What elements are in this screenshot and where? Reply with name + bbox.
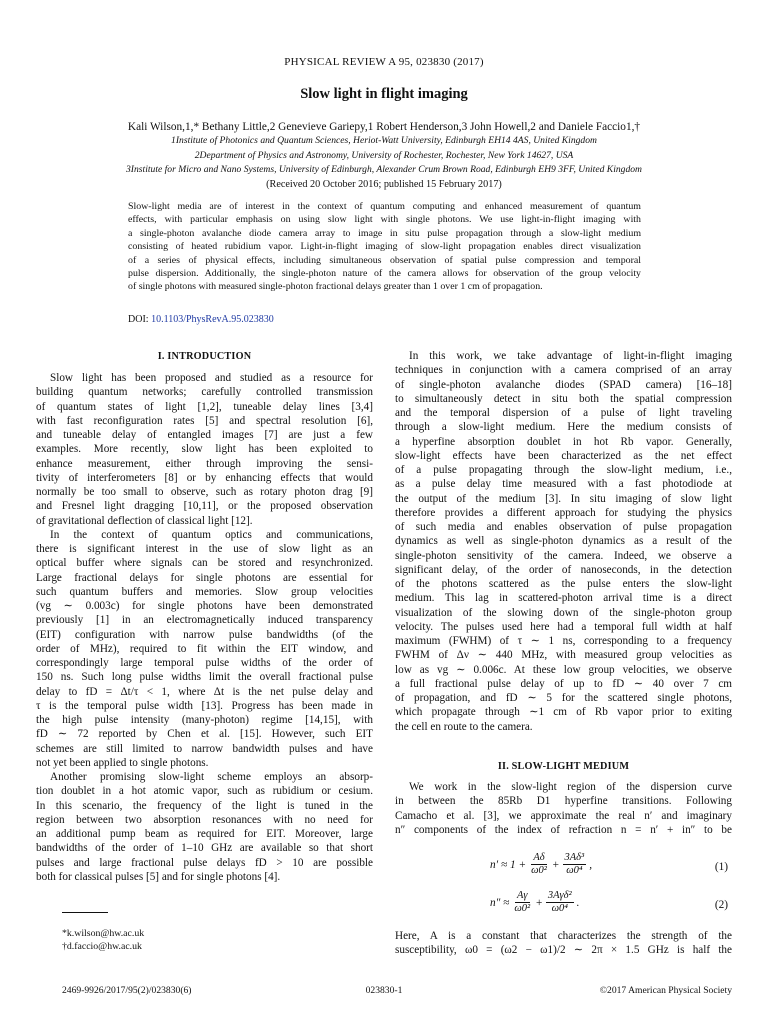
- text-line: and tuneable delay of entangled images [7] are just a few: [36, 429, 373, 441]
- text-line: susceptibility, ω0 = (ω2 − ω1)/2 ∼ 2π × 1.5 GHz is half the: [395, 944, 732, 957]
- text-line: Slow light has been proposed and studied as a resource for: [50, 372, 373, 384]
- text-line: tion doublet in a hot atomic vapor, such as rubidium or cesium.: [36, 785, 373, 798]
- section2-text: [395, 780, 732, 837]
- journal-header: PHYSICAL REVIEW A 95, 023830 (2017): [284, 56, 484, 68]
- text-line: region between two absorption resonances with no need for: [36, 813, 373, 826]
- equation-number: (2): [714, 899, 728, 911]
- text-line: optical buffer where signals can be stored and resynchronized.: [36, 557, 373, 570]
- text-line: slow-light effects have been characterized as the net effect: [395, 449, 732, 462]
- text-line: of propagation, and fD ∼ 5 for the scattered single photons,: [395, 692, 732, 704]
- text-line: pulses and large fractional pulse delays fD > 10 are possible: [36, 856, 373, 869]
- equation-lhs: n″ ≈: [490, 896, 510, 909]
- equation-number: (1): [714, 861, 728, 873]
- equation-operator: +: [551, 858, 560, 871]
- fraction: [546, 890, 574, 915]
- abstract-line: Slow-light media are of interest in the context of quantum computing and enhanced measurement of quantum: [128, 201, 641, 212]
- text-line: normally be too small to observe, such as rotary photon drag [9]: [36, 486, 373, 498]
- section-heading-introduction: I. INTRODUCTION: [157, 351, 252, 362]
- fraction-denominator: ω0²: [514, 903, 531, 914]
- text-line: In this scenario, the frequency of the light is tuned in the: [36, 799, 373, 812]
- text-line: such quantum buffers and memories. Slow group velocities: [36, 585, 373, 598]
- fraction-numerator: 3Aγδ²: [547, 890, 572, 901]
- equation-2: [395, 890, 732, 922]
- fraction-numerator: Aγ: [517, 890, 528, 901]
- text-line: and the temporal dispersion of a pulse of light traveling: [395, 407, 732, 419]
- text-line: FWHM of Δν ∼ 440 MHz, with measured group velocities as: [395, 649, 732, 662]
- text-line: Camacho et al. [3], we approximate the real n′ and imaginary: [395, 809, 732, 822]
- text-line: of single-photon avalanche diodes (SPAD camera) [16–18]: [395, 378, 732, 391]
- text-line: of such media and enables observation of pulse propagation: [395, 521, 732, 533]
- text-line: τ is the temporal pulse width [13]. Progress has been made in: [36, 699, 373, 712]
- text-line: previously [1] in an electromagnetically induced transparency: [36, 614, 373, 627]
- text-line: of the photons scattered as the pulse enters the slow-light: [395, 578, 732, 590]
- text-line: both for classical pulses [5] and for single photons [4].: [36, 870, 281, 883]
- text-line: an additional pump beam as required for EIT. Moreover, large: [36, 828, 373, 840]
- text-line: a full fractional pulse delay of up to fD ∼ 40 over 7 cm: [395, 677, 732, 690]
- text-line: n″ components of the index of refraction n = n′ + in″ to be: [395, 823, 732, 836]
- text-line: fD ∼ 72 reported by Chen et al. [15]. However, such EIT: [36, 728, 373, 741]
- affiliation: 1Institute of Photonics and Quantum Sciences, Heriot-Watt University, Edinburgh EH14 4AS, United Kingdom: [171, 135, 597, 146]
- text-line: not yet been applied to single photons.: [36, 756, 209, 769]
- text-line: examples. More recently, slow light has been exploited to: [36, 443, 373, 456]
- fraction: [512, 890, 532, 915]
- abstract-line: of single photons with measured single-photon fractional delays greater than 1 over 1 cm of propagation.: [128, 281, 543, 293]
- abstract-line: of a series of physical effects, including simultaneous observation of spatial pulse compression and temporal: [128, 254, 641, 266]
- fraction-denominator: ω0⁴: [551, 903, 568, 914]
- text-line: Here, A is a constant that characterizes the strength of the: [395, 930, 732, 942]
- text-line: (vg ∼ 0.003c) for single photons have been demonstrated: [36, 600, 373, 612]
- left-column: [36, 371, 373, 884]
- abstract-line: effects, with particular emphasis on using slow light with single photons. We use light-in-flight imaging with: [128, 214, 641, 226]
- equation-operator: +: [535, 896, 543, 909]
- footnote-2: †d.faccio@hw.ac.uk: [62, 941, 142, 952]
- text-line: through a slow-light medium. Here the medium consists of: [395, 421, 732, 434]
- equation-punctuation: .: [576, 896, 580, 909]
- text-line: in between the 85Rb D1 hyperfine transitions. Following: [395, 795, 732, 808]
- text-line: velocity. The pulses used here had a temporal full width at half: [395, 620, 732, 633]
- text-line: as a pulse delay time measured with a fast photodiode at: [395, 478, 732, 491]
- text-line: correspondingly large temporal pulse widths of the order of: [36, 657, 373, 669]
- section-heading-slow-light-medium: II. SLOW-LIGHT MEDIUM: [497, 761, 630, 772]
- section2-text-continued: [395, 929, 732, 958]
- footnote-rule: [62, 912, 108, 913]
- text-line: Another promising slow-light scheme employs an absorp-: [50, 771, 373, 783]
- text-line: building quantum networks; carefully controlled transmission: [36, 386, 373, 399]
- text-line: the output of the medium [3]. In situ imaging of slow light: [395, 492, 732, 505]
- text-line: the cell en route to the camera.: [395, 720, 533, 733]
- fraction-numerator: 3Aδ³: [564, 852, 585, 863]
- equation-lhs: n′ ≈ 1 +: [490, 858, 527, 871]
- text-line: with fast reconfiguration rates [5] and spectral resolution [6],: [36, 414, 373, 427]
- text-line: enhance measurement, either through improving the sensi-: [36, 457, 373, 470]
- text-line: order of MHz), required to fit within the EIT window, and: [36, 642, 373, 655]
- text-line: a hyperfine absorption doublet in hot Rb vapor. Generally,: [395, 435, 732, 448]
- fraction: [529, 852, 549, 877]
- affiliation: 2Department of Physics and Astronomy, University of Rochester, Rochester, New York 14627, USA: [194, 150, 574, 161]
- text-line: of a pulse propagating through the slow-light medium, i.e.,: [395, 464, 732, 476]
- fraction-denominator: ω0⁴: [566, 865, 583, 876]
- text-line: of gravitational deflection of classical light [12].: [36, 514, 253, 527]
- footer-issn: 2469-9926/2017/95(2)/023830(6): [62, 985, 192, 996]
- text-line: delay to fD = Δt/τ < 1, where Δt is the net pulse delay and: [36, 685, 373, 698]
- text-line: to simultaneously detect in situ both the spatial compression: [395, 392, 732, 405]
- text-line: significant delay, of the order of nanoseconds, in the detection: [395, 563, 732, 576]
- abstract-line: pulse dispersion. Additionally, the single-photon nature of the camera allows for observation of the group velocity: [128, 268, 641, 280]
- abstract-line: consisting of heated rubidium vapor. Light-in-flight imaging of slow-light propagation enables direct visualization: [128, 241, 641, 253]
- text-line: therefore provides a different approach for studying the physics: [395, 506, 732, 519]
- text-line: and Fresnel light dragging [10,11], or the proposed observation: [36, 500, 373, 513]
- text-line: schemes are still limited to narrow bandwidth pulses and have: [36, 742, 373, 755]
- doi-link[interactable]: 10.1103/PhysRevA.95.023830: [151, 314, 274, 325]
- text-line: which propagate through ∼1 cm of Rb vapor prior to exiting: [395, 706, 732, 719]
- equation-punctuation: ,: [589, 858, 593, 871]
- text-line: In this work, we take advantage of light-in-flight imaging: [409, 350, 732, 362]
- abstract-line: a single-photon avalanche diode camera array to image in situ pulse propagation through a slow-light medium: [128, 227, 641, 239]
- text-line: there is significant interest in the use of slow light as an: [36, 543, 373, 555]
- text-line: 150 ns. Such long pulse widths limit the overall fractional pulse: [36, 671, 373, 684]
- footnote-1: *k.wilson@hw.ac.uk: [62, 928, 145, 939]
- text-line: medium. This lag in scattered-photon arrival time is a direct: [395, 592, 732, 605]
- footer-page-number: 023830-1: [365, 985, 403, 996]
- abstract: [128, 200, 641, 294]
- equation-1: [395, 852, 732, 884]
- text-line: In the context of quantum optics and communications,: [50, 528, 373, 541]
- fraction-denominator: ω0²: [531, 865, 547, 876]
- doi: [128, 314, 274, 325]
- received-date: (Received 20 October 2016; published 15 February 2017): [266, 179, 502, 190]
- text-line: Large fractional delays for single photons are essential for: [36, 571, 373, 584]
- text-line: We work in the slow-light region of the dispersion curve: [409, 781, 732, 793]
- fraction-numerator: Aδ: [533, 852, 545, 863]
- affiliation: 3Institute for Micro and Nano Systems, University of Edinburgh, Alexander Crum Brown Road, Edinburgh EH9 3FF, United Kingdom: [126, 164, 642, 175]
- text-line: tivity of interferometers [8] or by enhancing effects that would: [36, 471, 373, 484]
- text-line: maximum (FWHM) of τ ∼ 1 ns, corresponding to a frequency: [395, 635, 732, 647]
- text-line: low as vg ∼ 0.006c. At these low group velocities, we observe: [395, 663, 732, 676]
- text-line: (EIT) configuration with narrow pulse bandwidths (of the: [36, 628, 373, 641]
- paper-title: Slow light in flight imaging: [300, 86, 468, 102]
- text-line: techniques in conjunction with a camera comprised of an array: [395, 364, 732, 377]
- right-column: [395, 349, 732, 734]
- text-line: visualization of the slowing down of the single-photon group: [395, 606, 732, 619]
- text-line: dynamics as well as single-photon dynamics as a result of the: [395, 535, 732, 548]
- fraction: [563, 852, 587, 877]
- text-line: of quantum states of light [1,2], tuneable delay lines [3,4]: [36, 400, 373, 413]
- footer-copyright: ©2017 American Physical Society: [599, 985, 732, 996]
- author-list: Kali Wilson,1,* Bethany Little,2 Genevieve Gariepy,1 Robert Henderson,3 John Howell,2 and Daniele Faccio1,†: [127, 121, 641, 133]
- text-line: single-photon sensitivity of the camera. Indeed, we observe a: [395, 549, 732, 562]
- text-line: bandwidths of the order of 1–10 GHz are available so that short: [36, 842, 373, 855]
- text-line: the high pulse intensity (many-photon) regime [14,15], with: [36, 714, 373, 726]
- doi-label: DOI:: [128, 314, 149, 325]
